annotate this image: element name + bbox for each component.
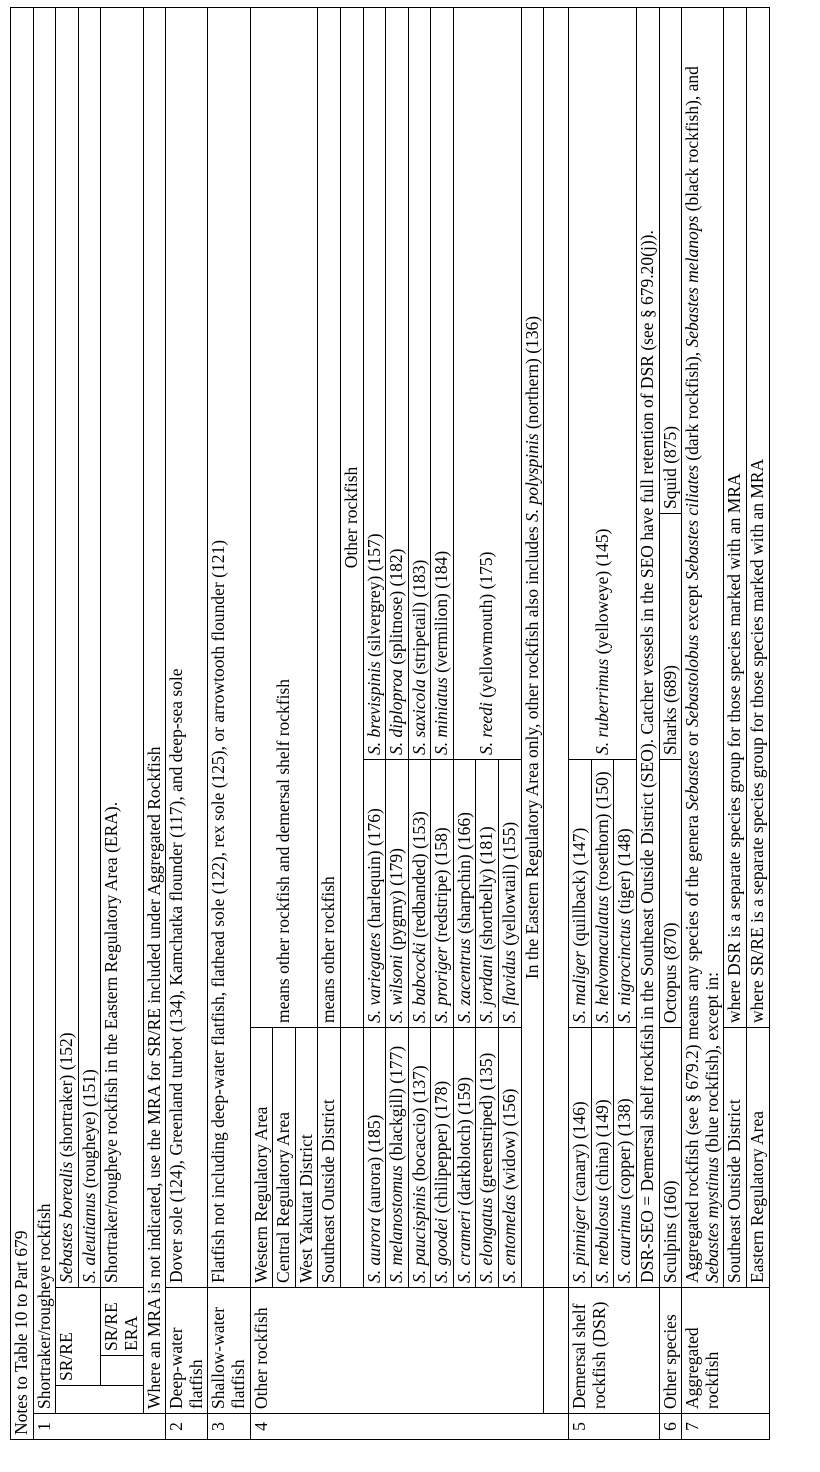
other-rockfish-header: Other rockfish [340, 7, 363, 1027]
species-cell: S. diploproa (splitnose) (182) [386, 7, 409, 759]
dsr-seo-note: DSR-SEO = Demersal shelf rockfish in the Southeast Outside District (SEO). Catcher vessels in the SEO have full retention of DSR (see § 679.20(j)). [637, 7, 660, 1287]
species-cell: S. proriger (redstripe) (158) [431, 760, 454, 1028]
srre-species-1: Sebastes borealis (shortraker) (152) [56, 7, 79, 1287]
row-number-6: 6 [659, 1414, 682, 1440]
aggregated-era-area: Eastern Regulatory Area [747, 1028, 770, 1288]
aggregated-era-desc: where SR/RE is a separate species group for those species marked with an MRA [747, 7, 770, 1027]
row-number-4: 4 [250, 1414, 569, 1440]
area-southeast: Southeast Outside District [318, 1028, 341, 1288]
mra-note: Where an MRA is not indicated, use the MRA for SR/RE included under Aggregated Rockfish [143, 7, 166, 1413]
species-cell: S. variegates (harlequin) (176) [363, 760, 386, 1028]
srre-species-2: S. aleutianus (rougheye) (151) [78, 7, 101, 1287]
species-cell: S. maliger (quillback) (147) [569, 760, 592, 1028]
species-cell: S. nigrocinctus (tiger) (148) [614, 760, 637, 1028]
row-number-5: 5 [569, 1414, 659, 1440]
area-west-yakutat: West Yakutat District [295, 1028, 318, 1288]
srre-era-label: SR/RE ERA [101, 1288, 143, 1356]
other-species-item: Octopus (870) [659, 760, 682, 1028]
species-cell: S. pinniger (canary) (146) [569, 1028, 592, 1288]
species-cell: S. paucispinis (bocaccio) (137) [408, 1028, 431, 1288]
row-number-2: 2 [166, 1414, 208, 1440]
aggregated-se-area: Southeast Outside District [724, 1028, 747, 1288]
species-cell: S. goodei (chilipepper) (178) [431, 1028, 454, 1288]
notes-table [10, 7, 770, 1440]
species-cell: S. jordani (shortbelly) (181) [476, 760, 499, 1028]
species-cell: S. ruberrimus (yelloweye) (145) [569, 7, 637, 759]
species-cell: S. elongatus (greenstriped) (135) [476, 1028, 499, 1288]
row-label-shortraker: Shortraker/rougheye rockfish [33, 7, 56, 1413]
other-species-item: Sculpins (160) [659, 1028, 682, 1288]
other-species-item: Sharks (689) [659, 514, 682, 760]
row-label-deep-water: Deep-water flatfish [166, 1288, 208, 1414]
row-number-3: 3 [208, 1414, 250, 1440]
row-label-dsr: Demersal shelf rockfish (DSR) [569, 1288, 659, 1414]
other-species-item: Squid (875) [659, 7, 682, 513]
srre-label: SR/RE [56, 1288, 101, 1386]
species-cell: S. reedi (yellowmouth) (175) [453, 7, 521, 759]
species-cell: S. helvomaculatus (rosethorn) (150) [591, 760, 614, 1028]
shallow-water-desc: Flatfish not including deep-water flatfish, flathead sole (122), rex sole (125), or arrowtooth flounder (121) [208, 7, 250, 1287]
row-number-7: 7 [682, 1414, 769, 1440]
area-western: Western Regulatory Area [250, 1028, 273, 1288]
species-cell: S. nebulosus (china) (149) [591, 1028, 614, 1288]
row-label-aggregated: Aggregated rockfish [682, 1288, 769, 1414]
species-cell: S. aurora (aurora) (185) [363, 1028, 386, 1288]
species-cell: S. flavidus (yellowtail) (155) [499, 760, 522, 1028]
row-number-1: 1 [33, 1414, 166, 1440]
srre-era-desc: Shortraker/rougheye rockfish in the Eastern Regulatory Area (ERA). [101, 7, 143, 1287]
table-title: Notes to Table 10 to Part 679 [11, 7, 34, 1439]
row-label-other-species: Other species [659, 1288, 682, 1414]
species-cell: S. melanostomus (blackgill) (177) [386, 1028, 409, 1288]
row-label-shallow-water: Shallow-water flatfish [208, 1288, 250, 1414]
area-central: Central Regulatory Area [273, 1028, 296, 1288]
species-cell: S. wilsoni (pygmy) (179) [386, 760, 409, 1028]
wc-desc: means other rockfish and demersal shelf rockfish [250, 7, 318, 1027]
row-label-other-rockfish: Other rockfish [250, 1288, 544, 1414]
species-cell: S. caurinus (copper) (138) [614, 1028, 637, 1288]
aggregated-desc: Aggregated rockfish (see § 679.2) means any species of the genera Sebastes or Sebastolobus except Sebastes ciliates (dark rockfish), Sebastes melanops (black rockfish), and Sebastes mystinus (blue rockfish), except in: [682, 7, 724, 1287]
species-cell: S. entomelas (widow) (156) [499, 1028, 522, 1288]
species-cell: S. zacentrus (sharpchin) (166) [453, 760, 476, 1028]
aggregated-se-desc: where DSR is a separate species group for those species marked with an MRA [724, 7, 747, 1027]
species-cell: S. saxicola (stripetail) (183) [408, 7, 431, 759]
deep-water-desc: Dover sole (124), Greenland turbot (134), Kamchatka flounder (117), and deep-sea sole [166, 7, 208, 1287]
species-cell: S. brevispinis (silvergrey) (157) [363, 7, 386, 759]
species-cell: S. miniatus (vermilion) (184) [431, 7, 454, 759]
species-cell: S. babcocki (redbanded) (153) [408, 760, 431, 1028]
era-other-rockfish-note: In the Eastern Regulatory Area only, other rockfish also includes S. polyspinis (northern) (136) [521, 7, 544, 1287]
species-cell: S. crameri (darkblotch) (159) [453, 1028, 476, 1288]
se-desc: means other rockfish [318, 7, 341, 1027]
